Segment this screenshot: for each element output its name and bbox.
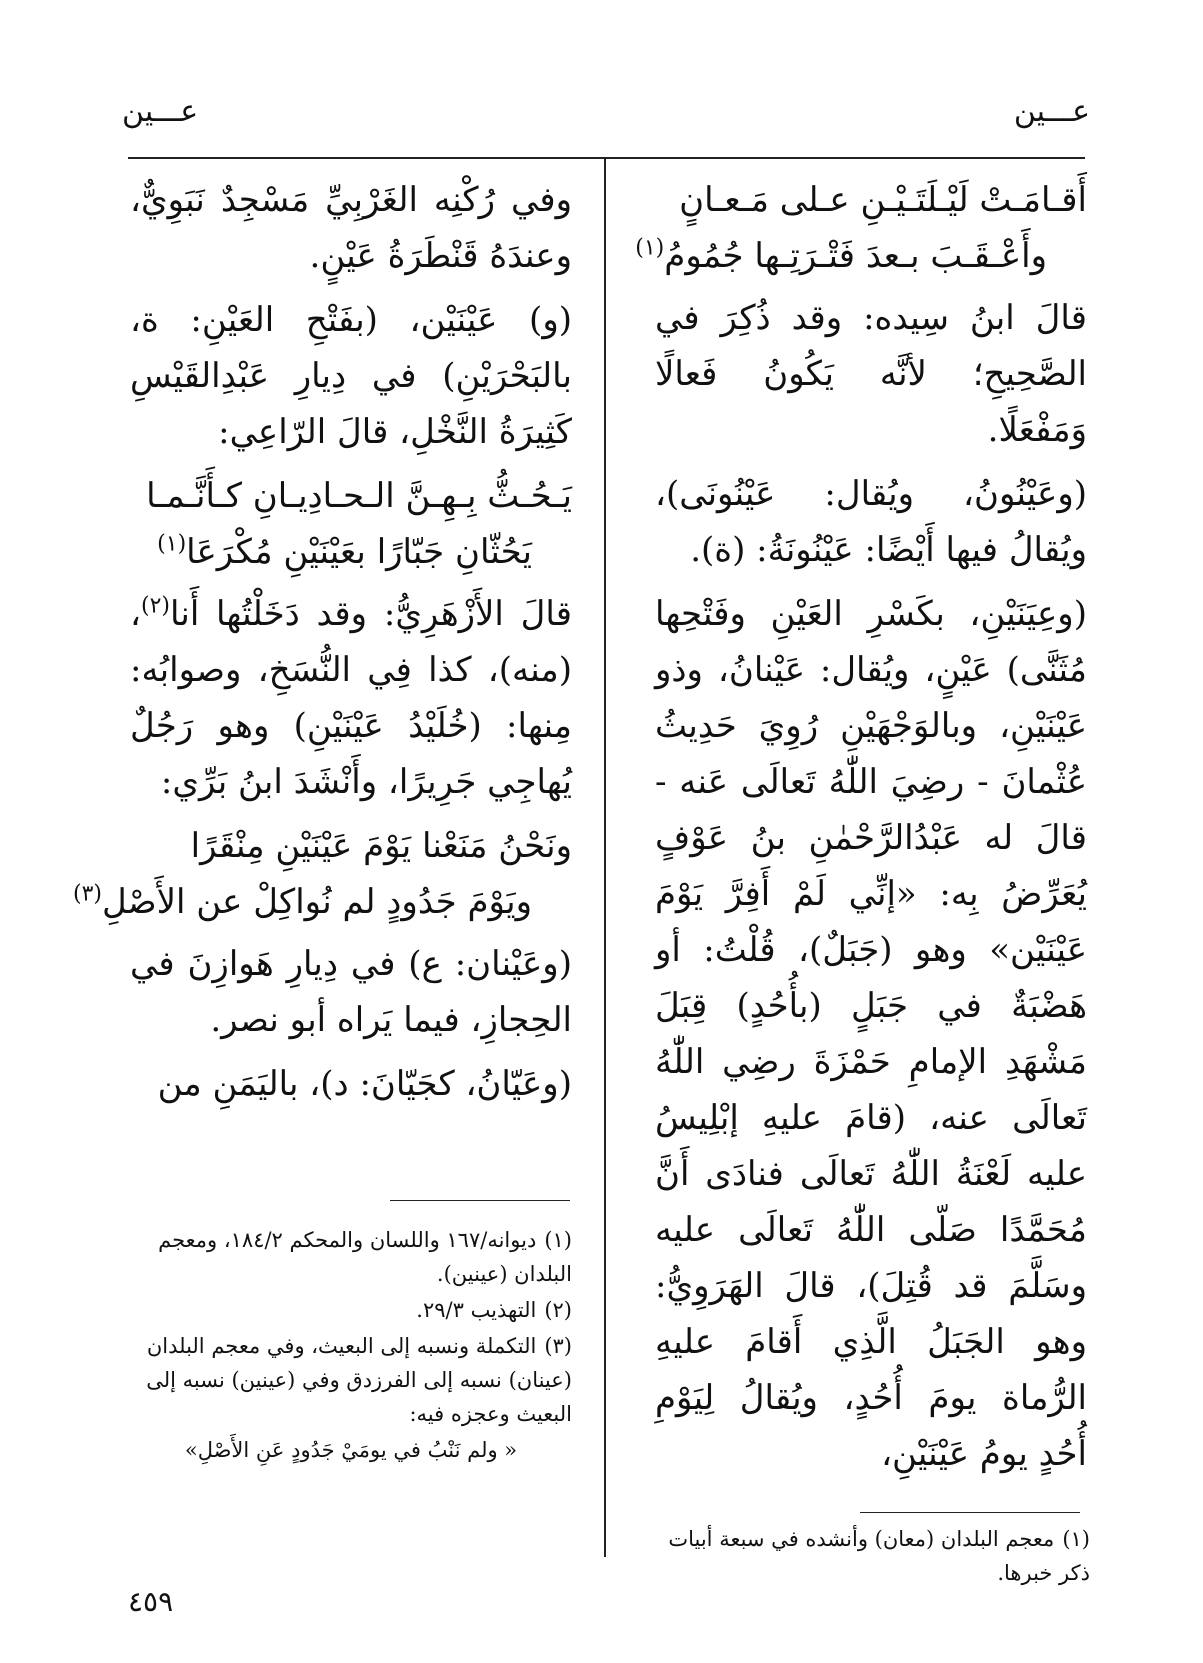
paragraph: (وعَيْنُونُ، ويُقال: عَيْنُونَى)، ويُقالُ فيها أَيْضًا: عَيْنُونَةُ: (ة). [655, 474, 1087, 570]
paragraph-text: ، (منه)، كذا فِي النُّسَخِ، وصوابُه: مِنها: (خُلَيْدُ عَيْنَيْنِ) وهو رَجُلٌ يُهاجِي جَرِيرًا، وأَنْشَدَ ابنُ بَرِّي: [130, 594, 572, 802]
paragraph: (و) عَيْنَيْن، (بفَتْحِ العَيْنِ: ة، بالبَحْرَيْنِ) في دِيارِ عَبْدِالقَيْسِ كَثِيرَةُ النَّخْلِ، قالَ الرّاعِي: [130, 300, 572, 452]
verse-hemistich: ونَحْنُ مَنَعْنا يَوْمَ عَيْنَيْنِ مِنْقَرًا [190, 826, 572, 866]
running-header-right: عـــين [1013, 94, 1090, 129]
verse-text: ويَوْمَ جَدُودٍ لم نُواكِلْ عن الأَصْلِ [102, 882, 532, 922]
footnote-number: (١) [544, 1228, 572, 1252]
verse-hemistich [635, 228, 1087, 284]
column-divider [604, 157, 606, 1557]
footnote-text: معجم البلدان (معان) وأنشده في سبعة أبيات ذكر خبرها. [668, 1527, 1090, 1585]
left-column [73, 172, 572, 1120]
paragraph [130, 586, 572, 810]
header-rule [128, 157, 1085, 159]
paragraph: قالَ ابنُ سِيده: وقد ذُكِرَ في الصَّحِيحِ؛ لأنَّه يَكُونُ فَعالًا وَمَفْعَلًا. [655, 298, 1087, 450]
verse-hemistich [73, 874, 572, 930]
footnote-ref: (٢) [140, 593, 170, 619]
paragraph: (وعَيّانُ، كجَيّانَ: د)، باليَمَنِ من [157, 1064, 572, 1104]
paragraph: وفي رُكْنِه الغَرْبِيِّ مَسْجِدٌ نَبَوِيٌّ، وعندَهُ قَنْطَرَةُ عَيْنٍ. [130, 180, 572, 276]
page-number: ٤٥٩ [128, 1585, 174, 1618]
verse-block [635, 172, 1087, 284]
footnote [650, 1522, 1090, 1590]
footnote-verse: « ولم نَنْبُ في يومَيْ جَدُودٍ عَنِ الأَصْلِ» [184, 1438, 518, 1462]
verse-text: يَحُثّانِ جَبّارًا بعَيْنَيْنِ مُكْرَعَا [186, 532, 532, 572]
paragraph: (وعِيَنَيْنِ، بكَسْرِ العَيْنِ وفَتْحِها مُثَنَّى) عَيْنٍ، ويُقال: عَيْنانُ، وذو عَيْنَيْنِ، وبالوَجْهَيْنِ رُوِيَ حَدِيثُ عُثْمانَ - رضِيَ اللّٰهُ تَعالَى عَنه - قالَ له عَبْدُالرَّحْمٰنِ بنُ عَوْفٍ يُعَرِّضُ بِه: «إنِّي لَمْ أَفِرَّ يَوْمَ عَيْنَيْن» وهو (جَبَلٌ)، قُلْتُ: أو هَضْبَةٌ في جَبَلٍ (بأُحُدٍ) قِبَلَ مَشْهَدِ الإمامِ حَمْزَةَ رضِي اللّٰهُ تَعالَى عنه، (قامَ عليهِ إبْلِيسُ عليه لَعْنَةُ اللّٰهُ تَعالَى فنادَى أَنَّ مُحَمَّدًا صَلّى اللّٰهُ تَعالَى عليه وسَلَّمَ قد قُتِلَ)، قالَ الهَرَوِيُّ: وهو الجَبَلُ الَّذِي أَقامَ عليهِ الرُّماة يومَ أُحُدٍ، ويُقالُ لِيَوْمِ أُحُدٍ يومُ عَيْنَيْنِ، [655, 594, 1087, 1474]
verse-hemistich: يَـحُـثُّ بِـهِـنَّ الـحـادِيـانِ كـأَنَّـمـا [146, 476, 572, 516]
verse-hemistich [130, 524, 572, 580]
footnote-ref: (١) [635, 235, 665, 261]
paragraph-text: قالَ الأَزْهَرِيُّ: وقد دَخَلْتُها أَنا [170, 594, 572, 634]
footnotes-left [130, 1223, 572, 1469]
footnote-number: (١) [1062, 1527, 1090, 1551]
footnote-rule [390, 1200, 570, 1201]
footnote-number: (٣) [544, 1334, 572, 1358]
footnote-number: (٢) [544, 1298, 572, 1322]
footnote [130, 1223, 572, 1291]
footnote-text: ديوانه/١٦٧ واللسان والمحكم ١٨٤/٢، ومعجم البلدان (عينين). [158, 1228, 572, 1286]
verse-block [73, 818, 572, 930]
paragraph: (وعَيْنان: ع) في دِيارِ هَوازِنَ في الحِجازِ، فيما يَراه أبو نصر. [130, 944, 572, 1040]
verse-hemistich: أَقـامَـتْ لَيْـلَتَـيْـنِ عـلى مَـعـانٍ [679, 180, 1087, 220]
footnote-ref: (٣) [73, 881, 103, 907]
footnote-text: التهذيب ٢٩/٣. [416, 1298, 537, 1322]
verse-block [130, 468, 572, 580]
footnote [130, 1329, 572, 1431]
footnote-rule [860, 1512, 1080, 1513]
footnotes-right [650, 1522, 1090, 1592]
running-header-left: عـــين [122, 94, 199, 129]
right-column [635, 172, 1087, 1490]
footnote-ref: (١) [157, 531, 187, 557]
footnote [130, 1293, 572, 1327]
footnote-text: التكملة ونسبه إلى البعيث، وفي معجم البلدان (عينان) نسبه إلى الفرزدق وفي (عينين) نسبه إلى البعيث وعجزه فيه: [146, 1334, 572, 1426]
verse-text: وأَعْـقَـبَ بـعدَ فَتْـرَتِـها جُمُومُ [664, 236, 1047, 276]
